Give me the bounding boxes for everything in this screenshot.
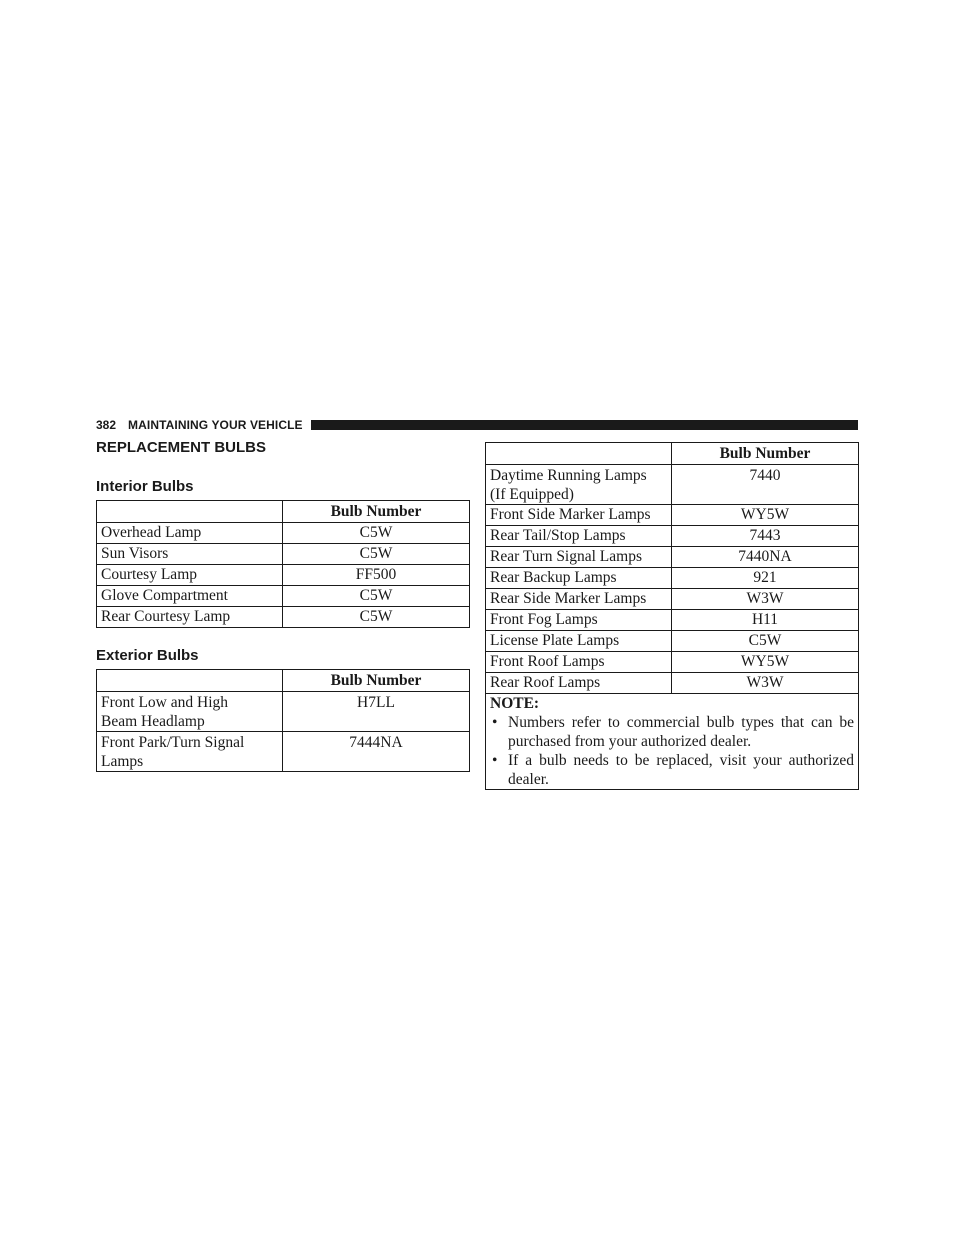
exterior-bulbs-table-continued xyxy=(485,442,859,790)
note-cell xyxy=(486,694,859,790)
lamp-name: Front Fog Lamps xyxy=(486,610,672,631)
column-header: Bulb Number xyxy=(672,443,859,465)
exterior-bulbs-table xyxy=(96,669,470,772)
table-header-row xyxy=(97,670,470,692)
lamp-name: Front Roof Lamps xyxy=(486,652,672,673)
lamp-name: Rear Courtesy Lamp xyxy=(97,607,283,628)
lamp-name: License Plate Lamps xyxy=(486,631,672,652)
interior-bulbs-heading: Interior Bulbs xyxy=(96,478,194,495)
table-row xyxy=(486,610,859,631)
bulb-number: 7443 xyxy=(672,526,859,547)
bulb-number: C5W xyxy=(672,631,859,652)
column-header: Bulb Number xyxy=(283,670,470,692)
table-row xyxy=(486,652,859,673)
note-item: • If a bulb needs to be replaced, visit your authorized dealer. xyxy=(490,751,854,789)
exterior-bulbs-heading: Exterior Bulbs xyxy=(96,647,199,664)
bulb-number: C5W xyxy=(283,607,470,628)
table-row xyxy=(486,526,859,547)
table-header-row xyxy=(97,501,470,523)
bulb-number: C5W xyxy=(283,523,470,544)
table-row xyxy=(97,732,470,772)
bulb-number: W3W xyxy=(672,589,859,610)
lamp-name-line: Front Park/Turn Signal xyxy=(101,734,245,751)
note-list xyxy=(490,713,854,789)
table-row xyxy=(97,692,470,732)
interior-bulbs-table xyxy=(96,500,470,628)
bulb-number: H11 xyxy=(672,610,859,631)
empty-header-cell xyxy=(97,501,283,523)
lamp-name: Courtesy Lamp xyxy=(97,565,283,586)
lamp-name: Rear Roof Lamps xyxy=(486,673,672,694)
lamp-name-line: (If Equipped) xyxy=(490,486,574,503)
lamp-name: Rear Backup Lamps xyxy=(486,568,672,589)
table-row xyxy=(486,465,859,505)
table-row xyxy=(97,586,470,607)
bulb-number: WY5W xyxy=(672,652,859,673)
lamp-name: Rear Tail/Stop Lamps xyxy=(486,526,672,547)
lamp-name-line: Front Low and High xyxy=(101,694,229,711)
lamp-name-line: Beam Headlamp xyxy=(101,713,205,730)
table-row xyxy=(97,565,470,586)
table-row xyxy=(486,568,859,589)
lamp-name-line: Daytime Running Lamps xyxy=(490,467,647,484)
bulb-number: WY5W xyxy=(672,505,859,526)
table-header-row xyxy=(486,443,859,465)
bulb-number: FF500 xyxy=(283,565,470,586)
table-row xyxy=(486,589,859,610)
table-row xyxy=(97,607,470,628)
bulb-number: W3W xyxy=(672,673,859,694)
lamp-name xyxy=(97,732,283,772)
bulb-number: H7LL xyxy=(283,692,470,732)
header-rule xyxy=(311,420,858,430)
bulb-number: 7440NA xyxy=(672,547,859,568)
column-header: Bulb Number xyxy=(283,501,470,523)
bulb-number: C5W xyxy=(283,586,470,607)
lamp-name: Front Side Marker Lamps xyxy=(486,505,672,526)
empty-header-cell xyxy=(97,670,283,692)
lamp-name: Glove Compartment xyxy=(97,586,283,607)
lamp-name xyxy=(97,692,283,732)
bulb-number: C5W xyxy=(283,544,470,565)
note-item: • Numbers refer to commercial bulb types that can be purchased from your authorized dealer. xyxy=(490,713,854,751)
lamp-name: Overhead Lamp xyxy=(97,523,283,544)
note-row xyxy=(486,694,859,790)
empty-header-cell xyxy=(486,443,672,465)
table-row xyxy=(97,523,470,544)
lamp-name: Rear Turn Signal Lamps xyxy=(486,547,672,568)
page-number: 382 xyxy=(96,417,117,432)
section-title: MAINTAINING YOUR VEHICLE xyxy=(128,417,303,432)
table-row xyxy=(486,547,859,568)
bulb-number: 7440 xyxy=(672,465,859,505)
lamp-name: Rear Side Marker Lamps xyxy=(486,589,672,610)
bulb-number: 7444NA xyxy=(283,732,470,772)
lamp-name xyxy=(486,465,672,505)
bulb-number: 921 xyxy=(672,568,859,589)
table-row xyxy=(486,631,859,652)
page-title: REPLACEMENT BULBS xyxy=(96,439,267,456)
lamp-name: Sun Visors xyxy=(97,544,283,565)
table-row xyxy=(486,505,859,526)
note-title: NOTE: xyxy=(490,695,540,712)
table-row xyxy=(97,544,470,565)
lamp-name-line: Lamps xyxy=(101,753,144,770)
page-header xyxy=(96,417,858,432)
table-row xyxy=(486,673,859,694)
